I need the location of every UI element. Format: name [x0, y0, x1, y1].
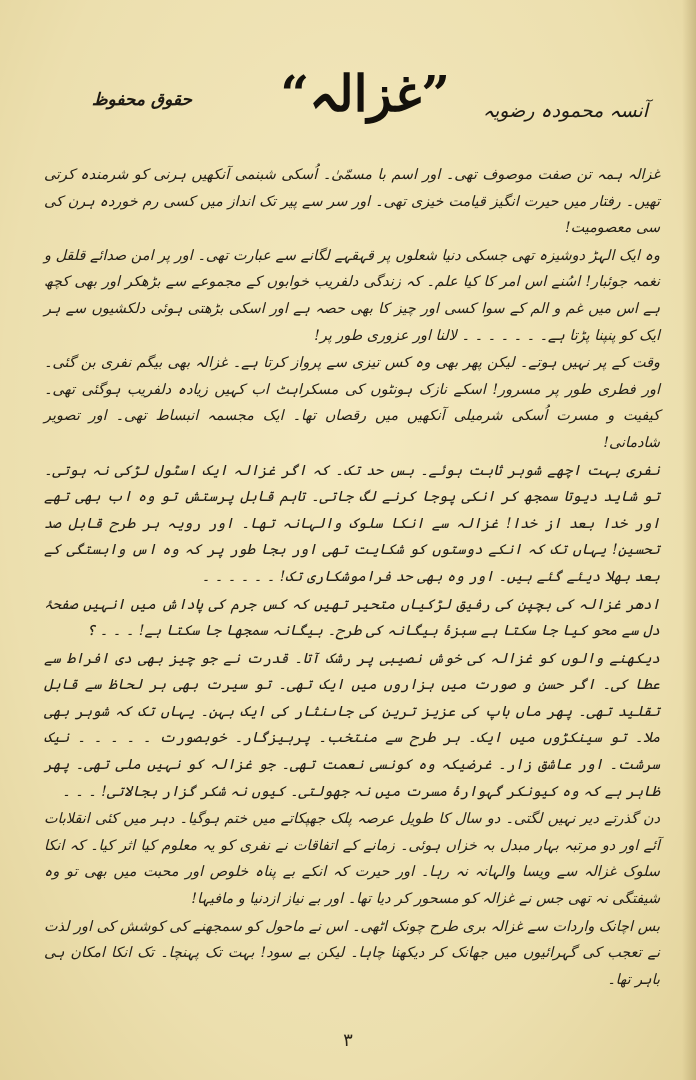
paragraph-5: ادھر غزالہ کی بچپن کی رفیق لڑکیاں متحیر تھیں کہ کس جرم کی پاداش میں انہیں صفحۂ دل سے محو کیا جا سکتا ہے سبزۂ بیگانہ کی طرح۔ بیگانہ سمجھا جا سکتا ہے! ۔ ۔ ۔ ؟ — [44, 596, 660, 640]
paragraph-2: وہ ایک الہڑ دوشیزہ تھی جسکی دنیا شعلوں پر قہقہے لگانے سے عبارت تھی۔ اور پر امن صدائے قلقل و نغمہ جوئبار! اسُنے اس امر کا کیا علم۔ کہ زندگی دلفریب خوابوں کے مجموعے سے بڑھکر اور بھی کچھ ہے اس میں غم و الم کے سوا کسی اور چیز کا بھی حصہ ہے اور اسکی بڑھتی ہوئی دلکشیوں سے ہر ایک کو پنپنا پڑتا ہے۔ ۔ ۔ ۔ ۔ ۔ ۔ لالنا اور عزوری طور پر! — [44, 247, 660, 344]
paragraph-8: بس اچانک واردات سے غزالہ بری طرح چونک اٹھی۔ اس نے ماحول کو سمجھنے کی کوشش کی اور لذت نے تعجب کی گہرائیوں میں جھانک کر دیکھنا چاہا۔ لیکن بے سود! بہت تک پہنچا۔ تک انکا امکان ہی باہر تھا۔ — [44, 918, 660, 988]
story-title: ”غزالہ“ — [280, 64, 450, 123]
story-body — [44, 162, 660, 994]
story-header — [70, 62, 670, 152]
paragraph-6: دیکھنے والوں کو غزالہ کی خوش نصیبی پر رشک آتا۔ قدرت نے جو چیز بھی دی افراط سے عطا کی۔ اگر حسن و صورت میں ہزاروں میں ایک تھی۔ تو سیرت بھی ہر لحاظ سے قابل تقلید تھی۔ پھر ماں باپ کی عزیز ترین کی جاںنثار کی ایک بہن۔ یہاں تک کہ شوہر بھی ملا۔ تو سینکڑوں میں ایک۔ ہر طرح سے منتخب۔ پرہیزگار۔ خوبصورت ۔ ۔ ۔ ۔ ۔ نیک سرشت۔ اور عاشق زار۔ غرضیکہ وہ کونسی نعمت تھی۔ جو غزالہ کو نہیں ملی تھی۔ پھر ظاہر ہے کہ وہ کیونکر گہوارۂ مسرت میں نہ جھولتی۔ کیوں نہ شکر گزار بجالاتی! ۔ ۔ ۔ — [44, 650, 660, 800]
paragraph-7: دن گذرتے دیر نہیں لگتی۔ دو سال کا طویل عرصہ پلک جھپکاتے میں ختم ہوگیا۔ دہر میں کئی انقلابات آئے اور دو مرتبہ بہار مبدل بہ خزاں ہوئی۔ زمانے کے اتفاقات نے نفری کو یہ معلوم کیا اثر کیا۔ کہ انکا سلوک غزالہ سے ویسا والہانہ نہ رہا۔ اور حیرت کہ انکے بے پناہ خلوص اور محبت میں بھی تو وہ شیفتگی نہ تھی جس نے غزالہ کو مسحور کر دیا تھا۔ اور بے نیاز ازدنیا و مافیہا! — [44, 811, 660, 908]
paragraph-1: غزالہ ہمہ تن صفت موصوف تھی۔ اور اسم با مسمّیٰ۔ اُسکی شبنمی آنکھیں ہرنی کو شرمندہ کرتی تھیں۔ رفتار میں حیرت انگیز قیامت خیزی تھی۔ اور سر سے پیر تک انداز میں کسی رم خوردہ ہرن کی سی معصومیت! — [44, 167, 660, 237]
copyright-notice: حقوق محفوظ — [91, 90, 192, 110]
author-name: آنسہ محمودہ رضویہ — [482, 100, 648, 122]
page-number: ۳ — [343, 1030, 353, 1051]
paragraph-4: نفری بہت اچھے شوہر ثابت ہوئے۔ بس حد تک۔ کہ اگر غزالہ ایک اسٹول لڑکی نہ ہوتی۔ تو شاید دیوتا سمجھ کر انکی پوجا کرنے لگ جاتی۔ تاہم قابل پرستش تو وہ اب بھی تھے اور خدا بعد از خدا! غزالہ سے انکا سلوک والہانہ تھا۔ اور رویہ ہر طرح قابل صد تحسین! یہاں تک کہ انکے دوستوں کو شکایت تھی اور بجا طور پر کہ وہ اس وابستگی کے بعد بھلا دیئے گئے ہیں۔ اور وہ بھی حد فراموشکاری تک! ۔ ۔ ۔ ۔ ۔ ۔ — [44, 462, 660, 585]
paragraph-3: وقت کے پر نہیں ہوتے۔ لیکن پھر بھی وہ کس تیزی سے پرواز کرتا ہے۔ غزالہ بھی بیگم نفری بن گئی۔ اور فطری طور پر مسرور! اسکے نازک ہونٹوں کی مسکراہٹ اب کہیں زیادہ دلفریب ہوگئی تھی۔ کیفیت و مسرت اُسکی شرمیلی آنکھیں میں رقصاں تھا۔ ایک مجسمہ انبساط تھی۔ اور تصویر شادمانی! — [44, 355, 660, 451]
page-edge-shadow — [682, 0, 696, 1080]
